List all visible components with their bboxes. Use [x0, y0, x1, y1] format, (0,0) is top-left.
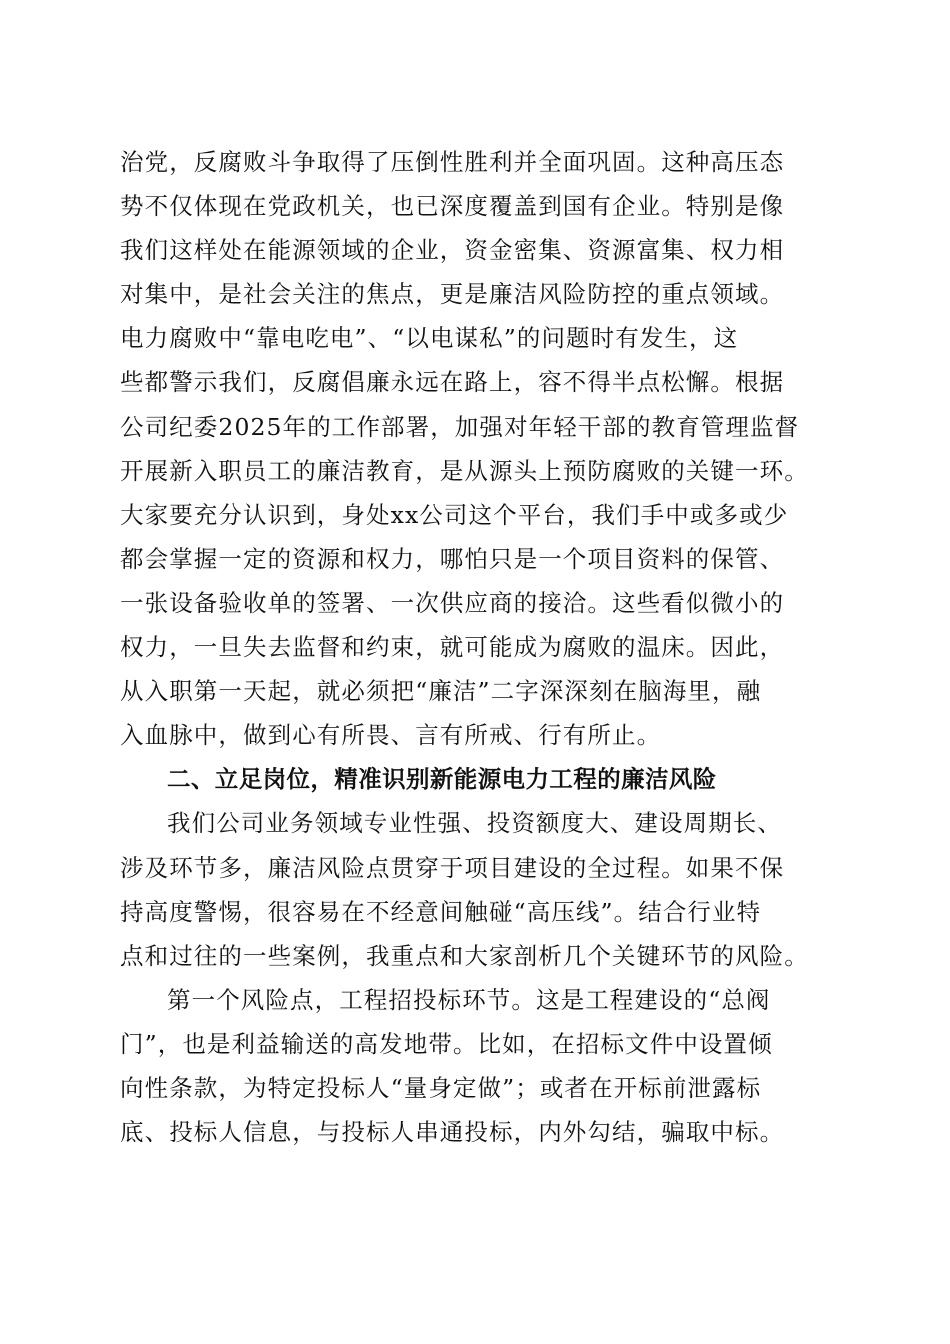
text-line: 我们这样处在能源领域的企业，资金密集、资源富集、权力相: [120, 236, 785, 265]
text-line: 治党，反腐败斗争取得了压倒性胜利并全面巩固。这种高压态: [120, 148, 785, 176]
text-line: 对集中，是社会关注的焦点，更是廉洁风险防控的重点领域。: [120, 280, 785, 309]
text-line: 点和过往的一些案例，我重点和大家剖析几个关键环节的风险。: [120, 941, 809, 970]
text-line: 些都警示我们，反腐倡廉永远在路上，容不得半点松懈。根据: [120, 368, 785, 397]
text-line: 开展新入职员工的廉洁教育，是从源头上预防腐败的关键一环。: [120, 456, 809, 485]
text-line: 入血脉中，做到心有所畏、言有所戒、行有所止。: [120, 721, 662, 750]
text-line: 门”，也是利益输送的高发地带。比如，在招标文件中设置倾: [120, 1029, 773, 1058]
text-line: 向性条款，为特定投标人“量身定做”；或者在开标前泄露标: [120, 1073, 762, 1102]
paragraph-bidding-risk: [120, 978, 830, 1154]
text-line: 第一个风险点，工程招投标环节。这是工程建设的“总阀: [167, 985, 771, 1014]
text-line: 势不仅体现在党政机关，也已深度覆盖到国有企业。特别是像: [120, 192, 785, 221]
text-line: 权力，一旦失去监督和约束，就可能成为腐败的温床。因此，: [120, 633, 785, 662]
text-line: 大家要充分认识到，身处xx公司这个平台，我们手中或多或少: [120, 500, 789, 529]
text-line: 我们公司业务领域专业性强、投资额度大、建设周期长、: [167, 809, 782, 838]
section-heading-text: 二、立足岗位，精准识别新能源电力工程的廉洁风险: [167, 765, 717, 794]
text-line: 一张设备验收单的签署、一次供应商的接洽。这些看似微小的: [120, 588, 785, 617]
text-line: 从入职第一天起，就必须把“廉洁”二字深深刻在脑海里，融: [120, 677, 762, 706]
text-line: 都会掌握一定的资源和权力，哪怕只是一个项目资料的保管、: [120, 544, 785, 573]
paragraph-risk-overview: [120, 801, 830, 977]
text-line: 涉及环节多，廉洁风险点贯穿于项目建设的全过程。如果不保: [120, 853, 785, 882]
text-line: 公司纪委2025年的工作部署，加强对年轻干部的教育管理监督: [120, 412, 800, 441]
text-line: 持高度警惕，很容易在不经意间触碰“高压线”。结合行业特: [120, 897, 762, 926]
text-line: 底、投标人信息，与投标人串通投标，内外勾结，骗取中标。: [120, 1118, 785, 1147]
text-line: 电力腐败中“靠电吃电”、“以电谋私”的问题时有发生，这: [120, 324, 739, 353]
paragraph-continued: [120, 140, 830, 757]
document-body: [120, 140, 830, 1154]
section-heading-2: [120, 757, 830, 801]
